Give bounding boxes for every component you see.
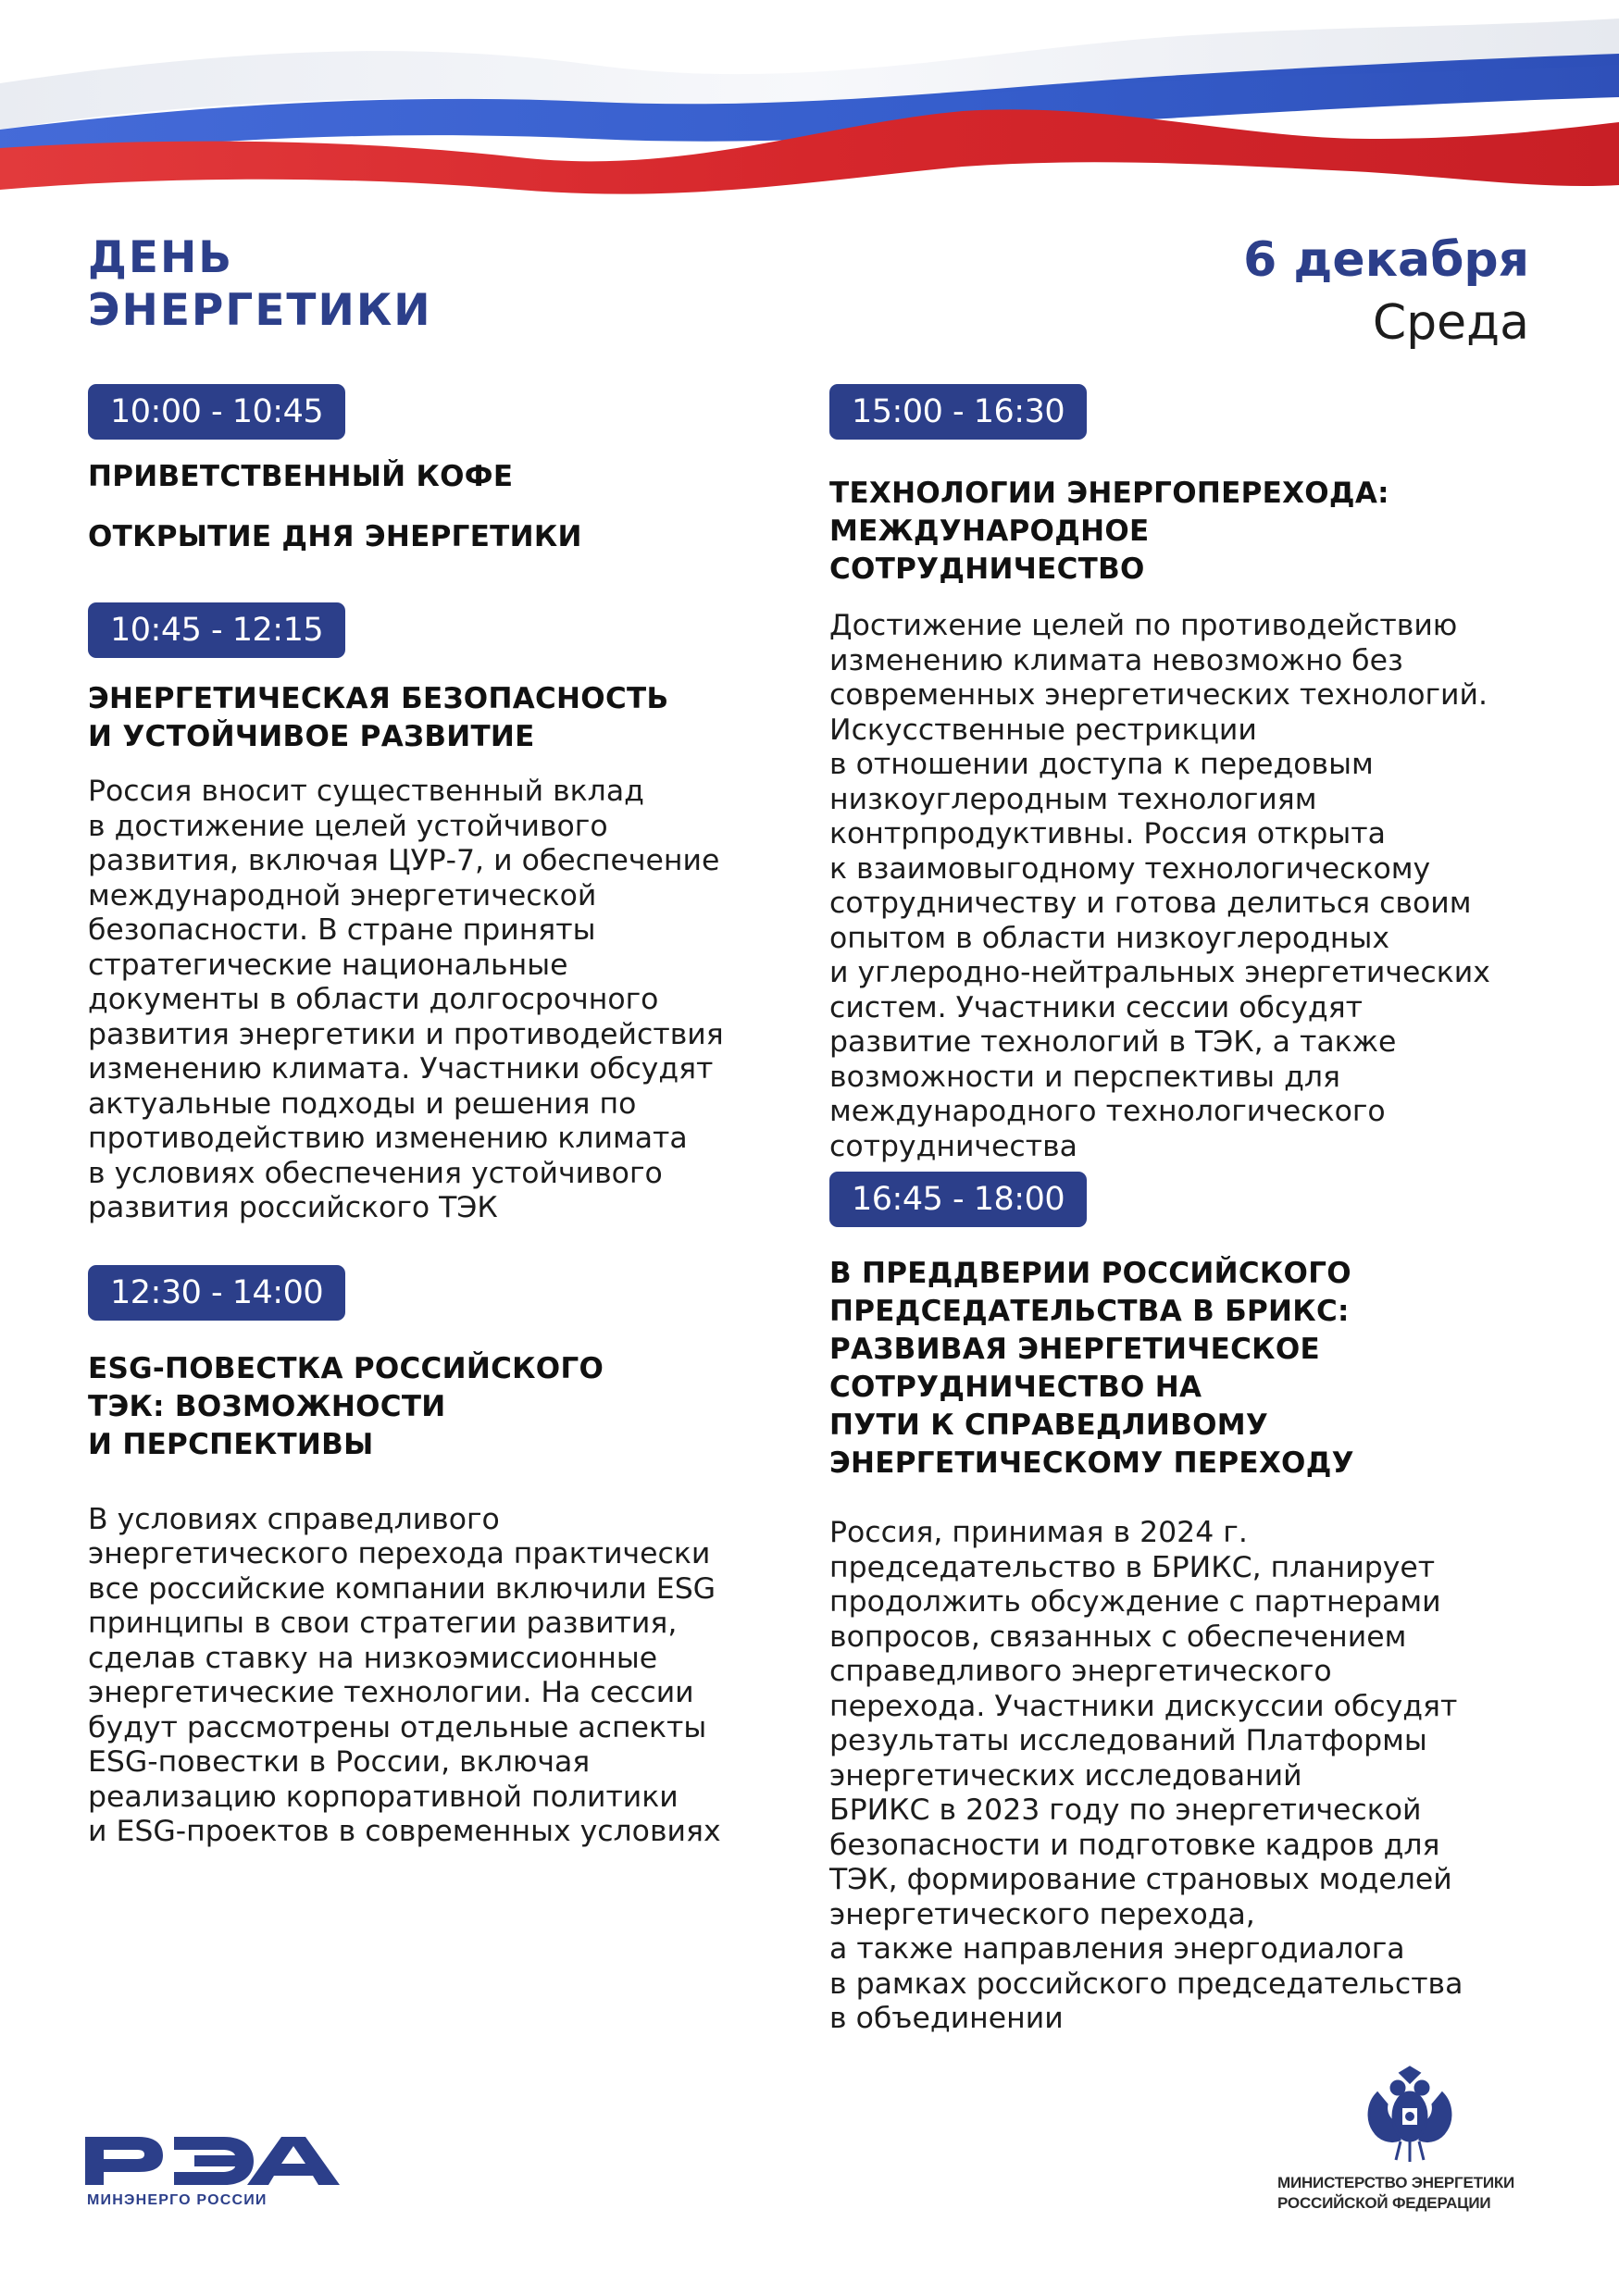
time-badge: 12:30 - 14:00 (88, 1265, 345, 1321)
schedule-left-column (88, 384, 791, 1850)
session-title: ESG-ПОВЕСТКА РОССИЙСКОГО ТЭК: ВОЗМОЖНОСТИ И ПЕРСПЕКТИВЫ (88, 1351, 604, 1461)
ministry-caption (1277, 2173, 1546, 2214)
rea-logo-mark (85, 2133, 340, 2189)
flag-ribbon (0, 0, 1619, 213)
session-description: Россия, принимая в 2024 г. председательство в БРИКС, планирует продолжить обсуждение с партнерами вопросов, связанных с обеспечением справедливого энергетического перехода. Участники дискуссии обсудят результаты исследований Платформы энергетических исследований БРИКС в 2023 году по энергетической безопасности и подготовке кадров для ТЭК, формирование страновых моделей энергетического перехода, а также направления энергодиалога в рамках российского председательства в объединении (829, 1516, 1463, 2035)
time-badge: 10:00 - 10:45 (88, 384, 345, 440)
coat-of-arms-icon (1359, 2066, 1461, 2167)
session-energy-tech (829, 384, 1542, 1164)
session-title: В ПРЕДДВЕРИИ РОССИЙСКОГО ПРЕДСЕДАТЕЛЬСТВА В БРИКС: РАЗВИВАЯ ЭНЕРГЕТИЧЕСКОЕ СОТРУДНИЧЕСТВО НА ПУТИ К СПРАВЕДЛИВОМУ ЭНЕРГЕТИЧЕСКОМУ ПЕРЕХОДУ (829, 1257, 1354, 1480)
session-energy-security (88, 602, 791, 1226)
ministry-caption-line1: МИНИСТЕРСТВО ЭНЕРГЕТИКИ (1277, 2174, 1515, 2191)
rea-caption: МИНЭНЕРГО РОССИИ (87, 2192, 268, 2208)
page-title-line2: ЭНЕРГЕТИКИ (88, 285, 432, 336)
session-title: ЭНЕРГЕТИЧЕСКАЯ БЕЗОПАСНОСТЬ И УСТОЙЧИВОЕ РАЗВИТИЕ (88, 682, 669, 753)
session-esg (88, 1265, 791, 1850)
event-weekday: Среда (1372, 295, 1529, 351)
session-brics (829, 1172, 1542, 2037)
time-badge: 16:45 - 18:00 (829, 1172, 1087, 1227)
ministry-caption-line2: РОССИЙСКОЙ ФЕДЕРАЦИИ (1277, 2194, 1491, 2212)
page-title-line1: ДЕНЬ (88, 232, 234, 283)
page-title (88, 231, 736, 337)
session-welcome (88, 384, 791, 556)
session-description: В условиях справедливого энергетического перехода практически все российские компании включили ESG принципы в свои стратегии развития, сделав ставку на низкоэмиссионные энергетические технологии. На сессии будут рассмотрены отдельные аспекты ESG-повестки в России, включая реализацию корпоративной политики и ESG-проектов в современных условиях (88, 1502, 721, 1848)
time-badge: 15:00 - 16:30 (829, 384, 1087, 440)
rea-logo (85, 2133, 340, 2207)
ministry-logo (1277, 2064, 1546, 2221)
session-description: Достижение целей по противодействию изменению климата невозможно без современных энергетических технологий. Искусственные рестрикции в отношении доступа к передовым низкоуглеродным технологиям контрпродуктивны. Россия открыта к взаимовыгодному технологическому сотрудничеству и готова делиться своим опытом в области низкоуглеродных и углеродно-нейтральных энергетических систем. Участники сессии обсудят развитие технологий в ТЭК, а также возможности и перспективы для международного технологического сотрудничества (829, 609, 1490, 1163)
schedule-right-column (829, 384, 1542, 2037)
event-date: 6 декабря (1243, 232, 1529, 288)
session-title: ТЕХНОЛОГИИ ЭНЕРГОПЕРЕХОДА: МЕЖДУНАРОДНОЕ СОТРУДНИЧЕСТВО (829, 477, 1389, 586)
time-badge: 10:45 - 12:15 (88, 602, 345, 658)
session-title: ОТКРЫТИЕ ДНЯ ЭНЕРГЕТИКИ (88, 520, 582, 553)
session-title: ПРИВЕТСТВЕННЫЙ КОФЕ (88, 460, 514, 493)
session-description: Россия вносит существенный вклад в достижение целей устойчивого развития, включая ЦУР-7, и обеспечение международной энергетической безопасности. В стране приняты стратегические национальные документы в области долгосрочного развития энергетики и противодействия изменению климата. Участники обсудят актуальные подходы и решения по противодействию изменению климата в условиях обеспечения устойчивого развития российского ТЭК (88, 775, 724, 1224)
